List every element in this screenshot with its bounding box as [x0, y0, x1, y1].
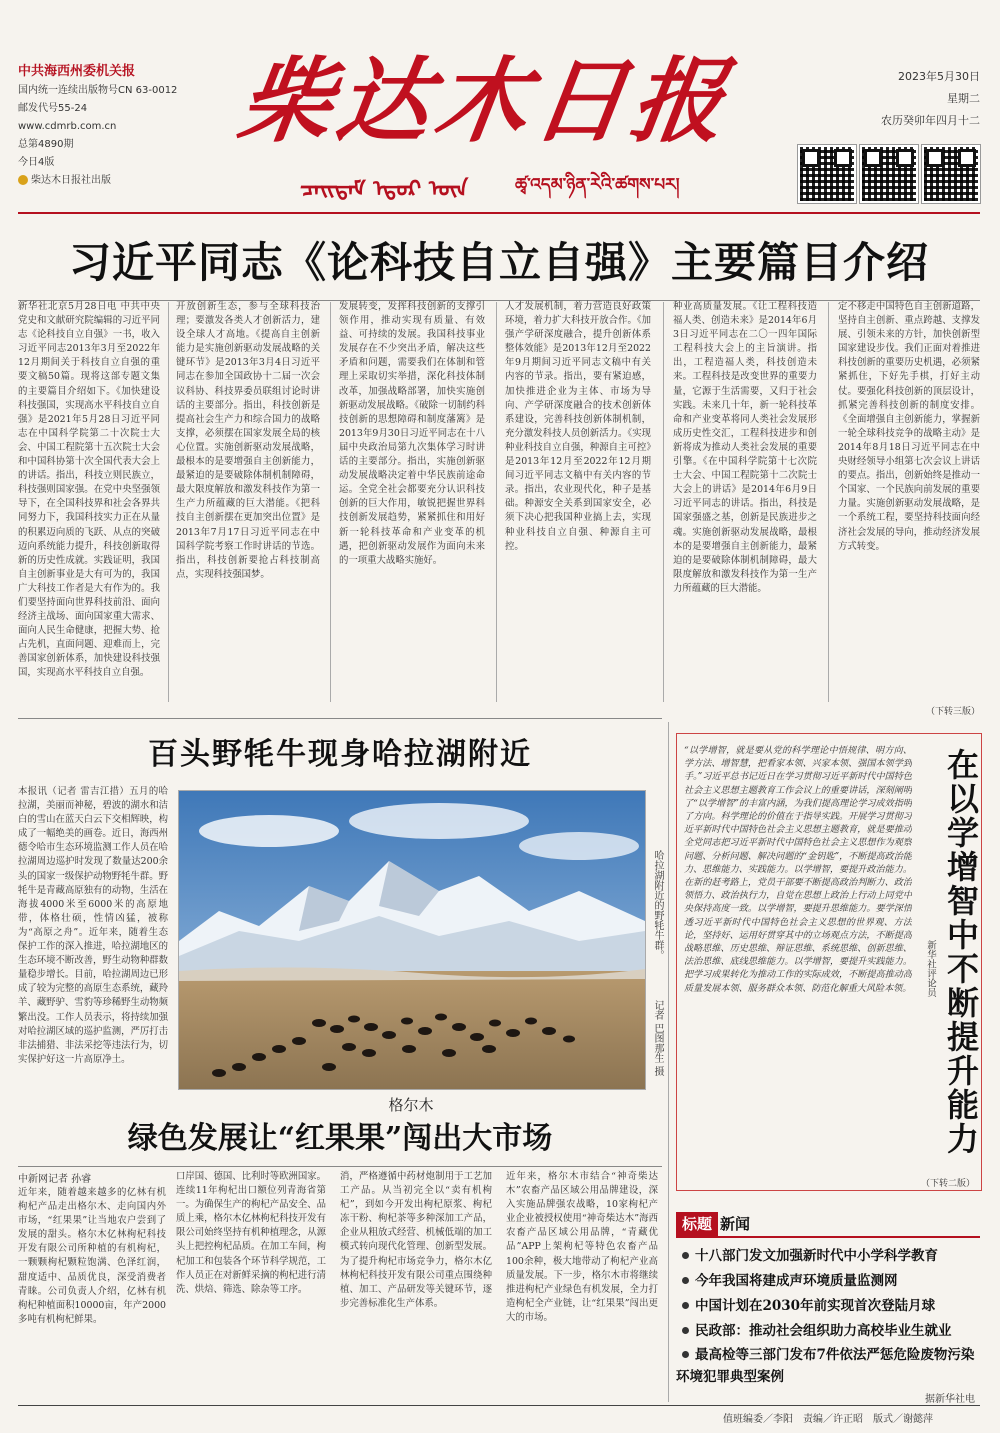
commentary-continued-label: （下转二版）	[920, 1179, 975, 1189]
bullet-icon	[682, 1302, 689, 1309]
masthead-divider	[18, 212, 980, 214]
news-header-bar	[676, 1236, 980, 1238]
photo-credit: 记者 巴图那生 摄	[652, 1000, 663, 1077]
news-brief-item[interactable]	[676, 1244, 980, 1269]
weekday: 星期二	[947, 92, 980, 105]
news-tag-2: 新闻	[720, 1215, 751, 1233]
news-brief-text: 最高检等三部门发布7件依法严惩危险废物污染环境犯罪典型案例	[676, 1347, 975, 1385]
yak-article-text: 本报讯（记者 雷吉江措）五月的哈拉湖，美丽而神秘，碧波的湖水和洁白的雪山在蓝天白云下交相辉映，构成了一幅绝美的画卷。近日，海西州德令哈市生态环境监测工作人员在哈拉湖周边巡护时发现了数量达200余头的国家一级保护动物野牦牛群。野牦牛是青藏高原独有的动物，生活在海拔4000米至6000米的高原地带，体格壮硕，性情凶猛，被称为“高原之舟”。近年来，随着生态保护工作的深入推进，哈拉湖地区的生态环境不断改善，野生动物种群数量稳步增长。目前，哈拉湖周边已形成了较为完整的高原生态系统，藏羚羊、藏野驴、雪豹等珍稀野生动物频繁出没。工作人员表示，将持续加强对哈拉湖区域的巡护监测，严厉打击非法捕猎、非法采挖等违法行为，切实保护好这一片高原净土。	[18, 786, 168, 1065]
commentary-title[interactable]: 在以学增智中不断提升能力	[942, 748, 980, 1156]
bullet-icon	[682, 1351, 689, 1358]
column-divider	[828, 302, 829, 702]
issue-count: 总第4890期	[18, 139, 74, 150]
column-divider	[168, 302, 169, 702]
cn-number: 国内统一连续出版物号CN 63-0012	[18, 85, 178, 96]
lead-column-2: 开放创新生态，参与全球科技治理；要激发各类人才创新活力，建设全球人才高地。《提高自主创新能力是实施创新驱动发展战略的关键环节》是2013年3月4日习近平同志在参加全国政协十二届一次会议科协、科技界委员联组讨论时讲话的主要部分。指出，科技创新是提高社会生产力和综合国力的战略支撑，必须摆在国家发展全局的核心位置。实施创新驱动发展战略，最根本的是要增强自主创新能力，最紧迫的是要破除体制机制障碍，最大限度解放和激发科技作为第一生产力所蕴藏的巨大潜能。《把科技自主创新摆在更加突出位置》是2013年7月17日习近平同志在中国科学院考察工作时讲话的节选。指出，科技创新要抢占科技制高点，实现科技强国梦。	[176, 301, 320, 580]
news-tag: 标题	[676, 1212, 718, 1236]
footer-editors: 值班编委／李阳 责编／许正昭 版式／谢懿萍	[723, 1414, 933, 1425]
paper-name-logo: 柴达木日报	[232, 47, 738, 155]
lead-column-6: 定不移走中国特色自主创新道路，坚持自主创新、重点跨越、支撑发展、引领未来的方针，加快创新型国家建设步伐。我们正面对着推进科技创新的重要历史机遇，必须紧紧抓住，下好先手棋，打好主动仗。要强化科技创新的顶层设计，抓紧完善科技创新的制度安排。《全面增强自主创新能力，掌握新一轮全球科技竞争的战略主动》是2014年8月18日习近平同志在中央财经领导小组第七次会议上讲话的要点。指出，创新始终是推动一个国家、一个民族向前发展的重要力量。实施创新驱动发展战略，是一个系统工程，要坚持科技面向经济社会发展的导向，推动经济发展方式转变。	[838, 301, 980, 552]
qr-code-icon[interactable]	[860, 145, 918, 203]
publisher-label: 柴达木日报社出版	[31, 175, 111, 186]
goji-kicker: 格尔木	[388, 1096, 434, 1114]
news-briefs-list	[676, 1244, 980, 1388]
goji-column-2: 口岸国、德国、比利时等欧洲国家。连续11年枸杞出口额位列青海省第一。为确保生产的枸杞产品安全、品质上乘，格尔木亿林枸杞科技开发有限公司始终坚持有机种植理念，从源头上把控枸杞品质。在加工车间，枸杞加工和包装各个环节科学规范，工作人员正在对新鲜采摘的枸杞进行清洗、烘焙、筛选、除杂等工序。	[176, 1171, 326, 1295]
yak-headline[interactable]: 百头野牦牛现身哈拉湖附近	[148, 737, 532, 772]
lead-column-5: 种业高质量发展。《让工程科技造福人类、创造未来》是2014年6月3日习近平同志在二〇一四年国际工程科技大会上的主旨演讲。指出，工程造福人类，科技创造未来。工程科技是改变世界的重要力量，它源于生活需要，又归于社会实践。未来几十年，新一轮科技革命和产业变革将同人类社会发展形成历史性交汇，工程科技进步和创新将成为推动人类社会发展的重要引擎。《在中国科学院第十七次院士大会、中国工程院第十二次院士大会上的讲话》是2014年6月9日习近平同志的讲话。指出，科技是国家强盛之基，创新是民族进步之魂。实施创新驱动发展战略，最根本的是要增强自主创新能力，最紧迫的是要破除体制机制障碍，最大限度解放和激发科技作为第一生产力所蕴藏的巨大潜能。	[673, 301, 817, 594]
yak-herd-photo[interactable]	[178, 790, 646, 1090]
lead-column-1: 新华社北京5月28日电 中共中央党史和文献研究院编辑的习近平同志《论科技自立自强》一书，收入习近平同志2013年3月至2022年12月期间关于科技自立自强的重要文稿50篇。现将这部专题文集的主要篇目介绍如下。《加快建设科技强国，实现高水平科技自立自强》是2021年5月28日习近平同志在中国科学院第二十次院士大会、中国工程院第十五次院士大会和中国科协第十次全国代表大会上的讲话。指出，科技立则民族立，科技强则国家强。在党中央坚强领导下，在全国科技界和社会各界共同努力下，我国科技实力正在从量的积累迈向质的飞跃、从点的突破迈向系统能力提升，科技创新取得新的历史性成就。实践证明，我国自主创新事业是大有可为的，我国广大科技工作者是大有作为的。我们要坚持面向世界科技前沿、面向经济主战场、面向国家重大需求、面向人民生命健康，把握大势、抢占先机，直面问题、迎难而上，完善国家创新体系，加快建设科技强国，实现高水平科技自立自强。	[18, 301, 160, 679]
news-brief-item[interactable]	[676, 1269, 980, 1294]
column-divider	[668, 722, 669, 1402]
postal-code: 邮发代号55-24	[18, 103, 88, 114]
news-brief-item[interactable]	[676, 1294, 980, 1319]
goji-byline: 中新网记者 孙睿	[18, 1174, 92, 1185]
bullet-icon	[682, 1277, 689, 1284]
goji-column-3: 消，严格遵循中药材炮制用于工艺加工产品。从当初完全以“卖有机枸杞”，到如今开发出枸杞原浆、枸杞冻干粉、枸杞茶等多种深加工产品，企业从粗放式经营、机械低端的加工模式转向现代化管理、创新型发展。为了提升枸杞市场竞争力，格尔木亿林枸杞科技开发有限公司重点围绕种植、加工、产品研发等关键环节，逐步完善标准化生产体系。	[340, 1171, 492, 1309]
lead-column-3: 发展转变，发挥科技创新的支撑引领作用，推动实现有质量、有效益、可持续的发展。我国科技事业发展存在不少突出矛盾，解决这些矛盾和问题，需要我们在体制和管理上采取切实举措，深化科技体制改革，加强战略部署，加快实施创新驱动发展战略。《破除一切制约科技创新的思想障碍和制度藩篱》是2013年9月30日习近平同志在十八届中央政治局第九次集体学习时讲话的主要部分。指出，实施创新驱动发展战略决定着中华民族前途命运。全党全社会都要充分认识科技创新的巨大作用，敏锐把握世界科技创新发展趋势，紧紧抓住和用好新一轮科技革命和产业变革的机遇，把创新驱动发展作为面向未来的一项重大战略实施好。	[339, 301, 485, 566]
yak-herd-photo-illustration	[179, 791, 645, 1089]
org-name: 中共海西州委机关报	[18, 64, 136, 79]
bullet-icon	[682, 1327, 689, 1334]
column-divider	[496, 302, 497, 702]
news-brief-item[interactable]	[676, 1344, 980, 1388]
news-brief-text: 十八部门发文加强新时代中小学科学教育	[695, 1248, 938, 1264]
news-brief-item[interactable]	[676, 1319, 980, 1344]
photo-caption: 哈拉湖附近的野牦牛群。	[652, 850, 663, 960]
website-link[interactable]: www.cdmrb.com.cn	[18, 121, 117, 132]
news-brief-text: 民政部：推动社会组织助力高校毕业生就业	[695, 1323, 952, 1339]
qr-code-icon[interactable]	[798, 145, 856, 203]
column-divider	[663, 302, 664, 702]
section-divider	[18, 718, 662, 719]
section-divider	[18, 1166, 662, 1167]
goji-column-4: 近年来，格尔木市结合“神奇柴达木”农畜产品区域公用品牌建设，深入实施品牌强农战略，10家枸杞产业企业被授权使用“神奇柴达木”海西农畜产品区域公用品牌，“青藏优品”APP上架枸杞等特色农畜产品100余种，极大地带动了枸杞产业高质量发展。下一步，格尔木市将继续推进枸杞产业绿色有机发展，全力打造枸杞全产业链，让“红果果”闯出更大的市场。	[506, 1171, 658, 1323]
publish-date: 2023年5月30日	[898, 70, 980, 83]
bullet-icon	[682, 1252, 689, 1259]
pages-label: 今日4版	[18, 157, 55, 168]
lead-continued-label: （下转三版）	[925, 707, 980, 717]
masthead-info	[18, 62, 228, 190]
lunar-date: 农历癸卯年四月十二	[881, 114, 980, 127]
commentary-text: “以学增智，就是要从党的科学理论中悟规律、明方向、学方法、增智慧，把看家本领、兴家本领、强国本领学到手。”习近平总书记近日在学习贯彻习近平新时代中国特色社会主义思想主题教育工作会议上的重要讲话，深刻阐明了“以学增智”的丰富内涵，为我们提高理论学习成效指明了方向。科学理论的价值在于指导实践。开展学习贯彻习近平新时代中国特色社会主义思想主题教育，就是要推动全党同志把习近平新时代中国特色社会主义思想作为观察问题、分析问题、解决问题的“金钥匙”，不断提高政治能力、思维能力、实践能力。以学增智，要提升政治能力。在新的赶考路上，党员干部要不断提高政治判断力、政治领悟力、政治执行力，自觉在思想上政治上行动上同党中央保持高度一致。以学增智，要提升思维能力。要学深悟透习近平新时代中国特色社会主义思想的世界观、方法论，坚持好、运用好贯穿其中的立场观点方法，不断提高战略思维、历史思维、辩证思维、系统思维、创新思维、法治思维、底线思维能力。以学增智，要提升实践能力。把学习成果转化为推动工作的实际成效，不断提高推动高质量发展本领、服务群众本领、防范化解重大风险本领。	[684, 746, 912, 994]
mongolian-name: ᠴᠠᠢᠳᠠᠮ ᠡᠳᠦᠷ ᠦᠨ	[300, 176, 469, 202]
goji-headline[interactable]: 绿色发展让“红果果”闯出大市场	[127, 1121, 553, 1156]
lead-column-4: 人才发展机制，着力营造良好政策环境，着力扩大科技开放合作。《加强产学研深度融合，提升创新体系整体效能》是2013年12月至2022年9月期间习近平同志文稿中有关内容的节录。指出，要有紧迫感，加快推进企业为主体、市场为导向、产学研深度融合的技术创新体系建设，完善科技创新体制机制，充分激发科技人员创新活力。《实现种业科技自立自强，种源自主可控》是2013年12月至2022年12月期间习近平同志文稿中有关内容的节录。指出，农业现代化，种子是基础。种源安全关系到国家安全，必须下决心把我国种业搞上去，实现种业科技自立自强、种源自主可控。	[505, 301, 651, 552]
news-brief-text: 今年我国将建成声环境质量监测网	[695, 1273, 898, 1289]
news-source: 据新华社电	[925, 1394, 975, 1405]
publisher-seal-icon	[18, 175, 28, 185]
column-divider	[330, 302, 331, 702]
qr-code-icon[interactable]	[922, 145, 980, 203]
footer-divider	[18, 1405, 980, 1406]
date-block	[770, 66, 980, 132]
news-briefs-header	[676, 1212, 980, 1238]
tibetan-name: ཚྭ་འདམ་ཉིན་རེའི་ཚགས་པར།	[515, 175, 680, 195]
commentary-author: 新华社评论员	[925, 940, 936, 997]
publisher	[18, 172, 228, 190]
lead-headline[interactable]: 习近平同志《论科技自立自强》主要篇目介绍	[68, 238, 929, 287]
headline-divider	[18, 300, 980, 301]
goji-column-1: 近年来，随着越来越多的亿林有机枸杞产品走出格尔木、走向国内外市场，“红果果”让当地农户尝到了发展的甜头。格尔木亿林枸杞科技开发有限公司所种植的有机枸杞，一颗颗枸杞颗粒饱满、色泽红润，甜度适中、品质优良，深受消费者青睐。公司负责人介绍，亿林有机枸杞种植面积10000亩，年产2000多吨有机枸杞鲜果。	[18, 1187, 166, 1325]
news-brief-text: 中国计划在2030年前实现首次登陆月球	[695, 1298, 936, 1314]
